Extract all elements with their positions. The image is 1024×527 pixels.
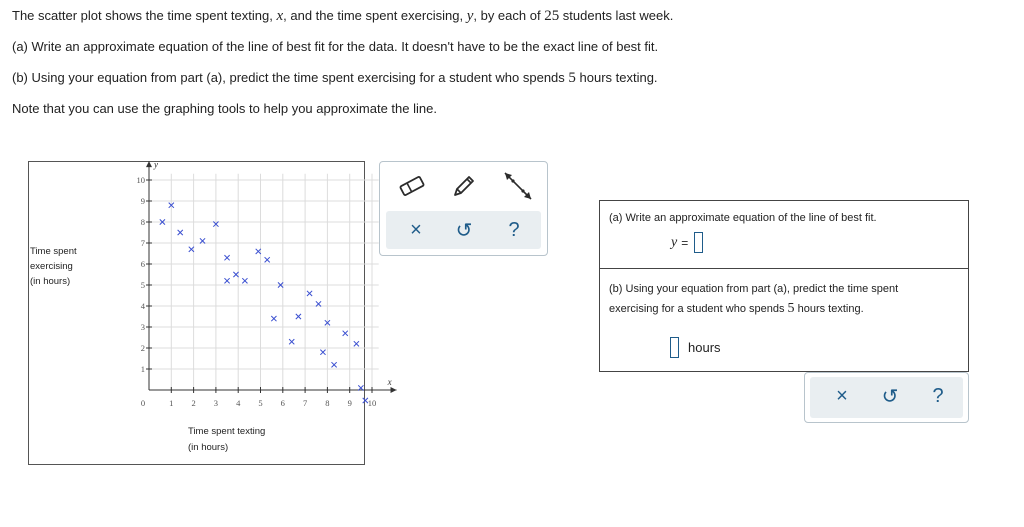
undo-icon: ↺ — [455, 219, 473, 242]
help-icon: ? — [932, 384, 944, 407]
y-tick-label: 1 — [140, 364, 145, 374]
x-axis-label-line: (in hours) — [188, 442, 229, 453]
help-icon: ? — [508, 218, 520, 241]
y-tick-label: 2 — [140, 343, 145, 353]
hours-value: 5 — [568, 70, 576, 86]
y-axis-arrow — [146, 161, 152, 167]
question-line-4: Note that you can use the graphing tools to help you approximate the line. — [12, 101, 437, 116]
part-a-prompt: (a) Write an approximate equation of the line of best fit. — [609, 212, 877, 224]
x-tick-label: 1 — [169, 398, 174, 408]
x-tick-label: 5 — [258, 398, 263, 408]
part-b-prompt-text: exercising for a student who spends — [609, 303, 788, 315]
undo-tool-button[interactable] — [442, 211, 486, 249]
data-point — [289, 339, 294, 344]
data-point — [296, 314, 301, 319]
help-answer-button[interactable] — [916, 377, 960, 415]
pencil-icon — [450, 172, 478, 200]
part-b-prompt — [609, 301, 864, 317]
y-tick-label: 7 — [140, 238, 145, 248]
y-axis-label-line: Time spent — [30, 246, 77, 257]
data-point — [354, 341, 359, 346]
question-text: , by each of — [473, 8, 545, 23]
scatter-plot[interactable] — [28, 159, 392, 465]
y-tick-label: 8 — [140, 217, 145, 227]
line-tool-icon — [502, 170, 534, 202]
var-y: y — [466, 8, 474, 24]
x-axis-variable: x — [387, 377, 392, 387]
eraser-tool-button[interactable] — [394, 168, 430, 204]
x-tick-label: 7 — [302, 398, 308, 408]
answer-panel — [599, 200, 969, 372]
tool-action-bar — [386, 211, 541, 249]
hours-value: 5 — [787, 301, 795, 316]
part-b-prompt: (b) Using your equation from part (a), predict the time spent — [609, 283, 899, 295]
data-point — [224, 255, 229, 260]
question-text: The scatter plot shows the time spent texting, — [12, 8, 277, 23]
clear-tool-button[interactable] — [394, 211, 438, 249]
y-tick-label: 3 — [140, 322, 145, 332]
pencil-tool-button[interactable] — [446, 168, 482, 204]
part-b-prompt-text: hours texting. — [794, 303, 864, 315]
x-tick-label: 2 — [191, 398, 196, 408]
equation-input[interactable] — [694, 232, 703, 253]
x-axis-label-line: Time spent texting — [188, 426, 266, 437]
x-tick-label: 10 — [367, 398, 377, 408]
question-text: (b) Using your equation from part (a), predict the time spent exercising for a student who spends — [12, 70, 569, 85]
x-tick-label: 9 — [347, 398, 352, 408]
data-point — [307, 291, 312, 296]
y-tick-label: 9 — [140, 196, 145, 206]
question-line-1 — [12, 8, 673, 25]
y-axis-label-line: exercising — [30, 261, 73, 272]
y-axis-variable: y — [154, 159, 158, 170]
data-point — [224, 278, 229, 283]
undo-icon: ↺ — [881, 385, 899, 408]
student-count: 25 — [544, 8, 560, 24]
x-tick-label: 8 — [325, 398, 330, 408]
hours-unit-label: hours — [688, 340, 721, 355]
question-text: , and the time spent exercising, — [283, 8, 467, 23]
question-text: hours texting. — [575, 70, 658, 85]
data-point — [320, 350, 325, 355]
undo-answer-button[interactable] — [868, 377, 912, 415]
data-point — [343, 331, 348, 336]
x-tick-label: 3 — [213, 398, 219, 408]
x-tick-label: 0 — [140, 398, 146, 408]
equation-variable: y — [671, 234, 678, 250]
var-x: x — [276, 8, 284, 24]
y-tick-label: 5 — [140, 280, 145, 290]
close-icon: × — [410, 218, 422, 241]
equals-sign: = — [681, 235, 689, 250]
y-tick-label: 10 — [136, 175, 145, 185]
data-point — [331, 362, 336, 367]
close-icon: × — [836, 384, 848, 407]
question-line-3 — [12, 70, 658, 87]
eraser-icon — [398, 175, 426, 197]
line-tool-button[interactable] — [500, 168, 536, 204]
data-point — [265, 257, 270, 262]
x-axis-arrow — [391, 387, 397, 393]
answer-part-a — [600, 201, 968, 269]
data-point — [178, 230, 183, 235]
data-point — [271, 316, 276, 321]
y-tick-label: 6 — [140, 259, 145, 269]
answer-action-bar — [810, 377, 963, 418]
help-tool-button[interactable] — [492, 211, 536, 249]
question-line-2: (a) Write an approximate equation of the line of best fit for the data. It doesn't have to be the exact line of best fit. — [12, 39, 659, 54]
data-point — [242, 278, 247, 283]
y-tick-label: 4 — [140, 301, 145, 311]
answer-actions — [804, 372, 969, 423]
prediction-row — [670, 337, 721, 358]
clear-answer-button[interactable] — [820, 377, 864, 415]
question-text: students last week. — [559, 8, 674, 23]
x-tick-label: 6 — [280, 398, 285, 408]
prediction-input[interactable] — [670, 337, 679, 358]
scatter-plot-svg[interactable] — [29, 159, 392, 464]
equation-row — [671, 232, 703, 253]
x-tick-label: 4 — [236, 398, 241, 408]
y-axis-label-line: (in hours) — [30, 276, 71, 287]
graphing-tools-panel — [379, 161, 548, 256]
